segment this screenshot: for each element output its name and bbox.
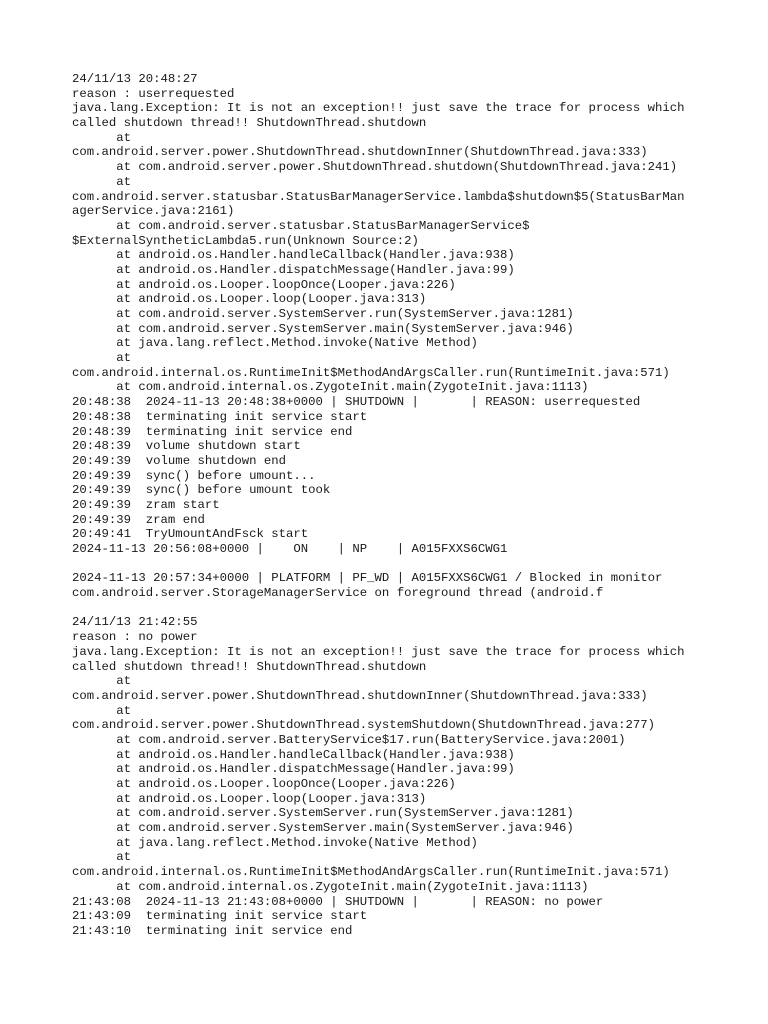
- log-line: [72, 557, 712, 572]
- log-line: at: [72, 351, 132, 366]
- log-line: at: [72, 850, 132, 865]
- log-line: at: [72, 174, 132, 189]
- log-line: com.android.server.statusbar.StatusBarManagerService.lambda$shutdown$5(StatusBarMan: [72, 189, 685, 204]
- log-line: 20:48:39 volume shutdown start: [72, 439, 301, 454]
- log-line: at: [72, 674, 132, 689]
- log-line: 20:48:38 terminating init service start: [72, 409, 368, 424]
- log-line: com.android.server.power.ShutdownThread.systemShutdown(ShutdownThread.java:277): [72, 718, 655, 733]
- log-line: at android.os.Handler.dispatchMessage(Handler.java:99): [72, 762, 515, 777]
- log-line: java.lang.Exception: It is not an exception!! just save the trace for process which: [72, 101, 685, 116]
- log-line: at: [72, 130, 132, 145]
- log-line: 20:49:39 zram end: [72, 512, 205, 527]
- log-line: at android.os.Handler.handleCallback(Handler.java:938): [72, 747, 515, 762]
- log-line: at android.os.Looper.loop(Looper.java:313): [72, 292, 427, 307]
- log-line: 21:43:08 2024-11-13 21:43:08+0000 | SHUTDOWN | | REASON: no power: [72, 894, 604, 909]
- log-line: 20:49:41 TryUmountAndFsck start: [72, 527, 309, 542]
- log-line: at com.android.server.SystemServer.run(SystemServer.java:1281): [72, 806, 574, 821]
- log-line: reason : userrequested: [72, 86, 235, 101]
- log-line: at: [72, 703, 132, 718]
- log-line: 24/11/13 21:42:55: [72, 615, 198, 630]
- log-line: at java.lang.reflect.Method.invoke(Native Method): [72, 835, 478, 850]
- log-line: at android.os.Handler.dispatchMessage(Handler.java:99): [72, 262, 515, 277]
- log-line: com.android.internal.os.RuntimeInit$MethodAndArgsCaller.run(RuntimeInit.java:571): [72, 865, 670, 880]
- log-line: at com.android.server.statusbar.StatusBarManagerService$: [72, 218, 530, 233]
- log-line: com.android.server.power.ShutdownThread.shutdownInner(ShutdownThread.java:333): [72, 145, 648, 160]
- log-line: 21:43:10 terminating init service end: [72, 923, 353, 938]
- log-line: at com.android.server.SystemServer.main(SystemServer.java:946): [72, 321, 574, 336]
- log-line: at android.os.Looper.loopOnce(Looper.java:226): [72, 277, 456, 292]
- log-line: at com.android.server.SystemServer.run(SystemServer.java:1281): [72, 307, 574, 321]
- log-line: at com.android.server.power.ShutdownThread.shutdown(ShutdownThread.java:241): [72, 160, 678, 175]
- log-line: called shutdown thread!! ShutdownThread.shutdown: [72, 116, 427, 131]
- log-line: 20:48:38 2024-11-13 20:48:38+0000 | SHUTDOWN | | REASON: userrequested: [72, 395, 641, 410]
- log-line: 20:48:39 terminating init service end: [72, 424, 353, 439]
- log-line: at android.os.Looper.loopOnce(Looper.java:226): [72, 777, 456, 791]
- log-line: at com.android.internal.os.ZygoteInit.main(ZygoteInit.java:1113): [72, 380, 589, 395]
- log-line: com.android.server.power.ShutdownThread.shutdownInner(ShutdownThread.java:333): [72, 688, 648, 703]
- log-line: at com.android.server.BatteryService$17.run(BatteryService.java:2001): [72, 732, 626, 747]
- log-document: [72, 72, 712, 939]
- log-line: java.lang.Exception: It is not an exception!! just save the trace for process which: [72, 644, 685, 659]
- log-line: 20:49:39 sync() before umount took: [72, 483, 331, 498]
- log-line: com.android.server.StorageManagerService on foreground thread (android.f: [72, 586, 604, 601]
- log-line: 24/11/13 20:48:27: [72, 72, 198, 86]
- log-line: at android.os.Handler.handleCallback(Handler.java:938): [72, 248, 515, 263]
- log-line: at java.lang.reflect.Method.invoke(Native Method): [72, 336, 478, 351]
- log-line: $ExternalSyntheticLambda5.run(Unknown Source:2): [72, 233, 419, 248]
- log-line: 2024-11-13 20:57:34+0000 | PLATFORM | PF_WD | A015FXXS6CWG1 / Blocked in monitor: [72, 571, 663, 586]
- log-line: called shutdown thread!! ShutdownThread.shutdown: [72, 659, 427, 674]
- log-line: at com.android.server.SystemServer.main(SystemServer.java:946): [72, 821, 574, 836]
- log-line: reason : no power: [72, 630, 198, 645]
- log-line: 20:49:39 volume shutdown end: [72, 453, 287, 468]
- log-line: at android.os.Looper.loop(Looper.java:313): [72, 791, 427, 806]
- log-line: at com.android.internal.os.ZygoteInit.main(ZygoteInit.java:1113): [72, 879, 589, 894]
- log-line: agerService.java:2161): [72, 204, 235, 219]
- log-line: 2024-11-13 20:56:08+0000 | ON | NP | A015FXXS6CWG1: [72, 542, 508, 556]
- log-line: 20:49:39 zram start: [72, 497, 220, 512]
- log-line: 20:49:39 sync() before umount...: [72, 468, 316, 483]
- log-line: com.android.internal.os.RuntimeInit$MethodAndArgsCaller.run(RuntimeInit.java:571): [72, 365, 670, 380]
- log-line: [72, 601, 712, 616]
- log-line: 21:43:09 terminating init service start: [72, 909, 368, 924]
